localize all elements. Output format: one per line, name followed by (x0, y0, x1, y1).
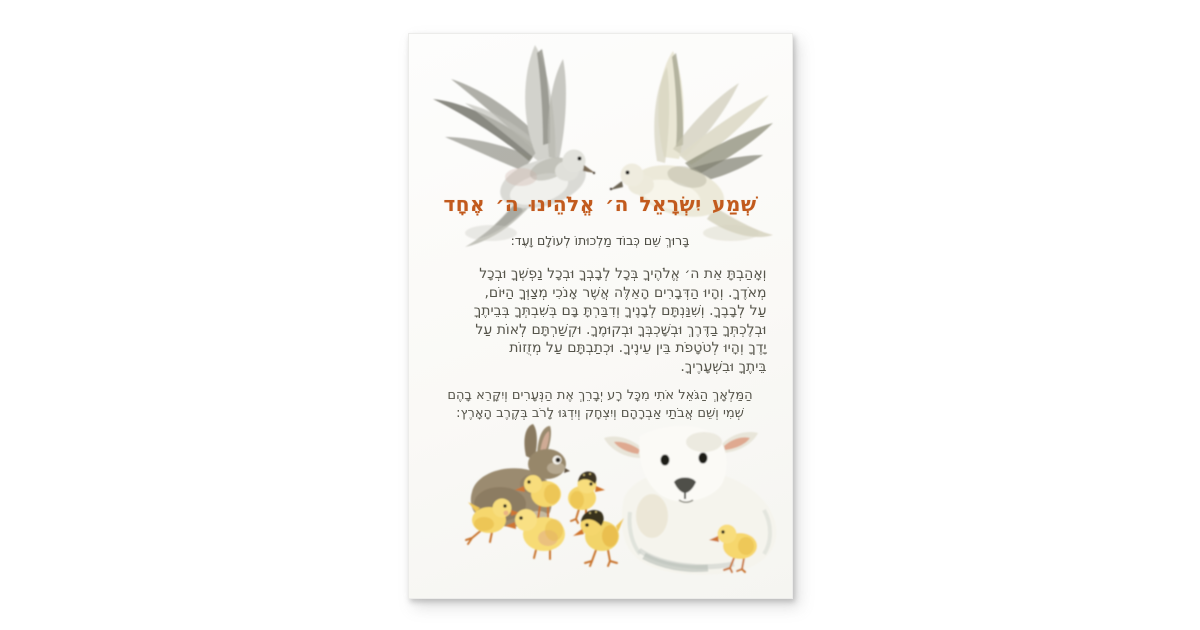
veahavta-line: בֵּיתֶךָ וּבִשְׁעָרֶיךָ. (680, 358, 767, 375)
doves-illustration (421, 37, 781, 257)
hamalach-blessing-paragraph (423, 387, 778, 423)
prayer-print-card (408, 33, 793, 599)
baruch-shem-line: בָּרוּךְ שֵׁם כְּבוֹד מַלְכוּתוֹ לְעוֹלָם וָעֶד: (510, 233, 690, 248)
veahavta-line: עַל לְבָבֶךָ. וְשִׁנַּנְתָּם לְבָנֶיךָ וְדִבַּרְתָּ בָּם בְּשִׁבְתְּךָ בְּבֵיתֶךָ (473, 303, 767, 319)
veahavta-paragraph (427, 265, 767, 376)
veahavta-line: וּבְלֶכְתְּךָ בַדֶּרֶךְ וּבְשָׁכְבְּךָ וּבְקוּמֶךָ. וּקְשַׁרְתָּם לְאוֹת עַל (475, 321, 767, 338)
veahavta-line: מְאֹדֶךָ. וְהָיוּ הַדְּבָרִים הָאֵלֶּה אֲשֶׁר אָנֹכִי מְצַוְּךָ הַיּוֹם, (484, 284, 767, 301)
veahavta-line: יָדֶךָ וְהָיוּ לְטֹטָפֹת בֵּין עֵינֶיךָ. וּכְתַבְתָּם עַל מְזֻזוֹת (509, 340, 767, 356)
hamalach-line: שְׁמִי וְשֵׁם אֲבֹתַי אַבְרָהָם וְיִצְחָק וְיִדְגּוּ לָרֹב בְּקֶרֶב הָאָרֶץ: (456, 406, 744, 421)
hamalach-line: הַמַּלְאָךְ הַגֹּאֵל אֹתִי מִכָּל רָע יְבָרֵךְ אֶת הַנְּעָרִים וְיִקָּרֵא בָהֶם (447, 388, 753, 403)
animals-illustration (434, 420, 779, 596)
shema-title: שְׁמַע יִשְׂרָאֵל ה׳ אֱלֹהֵינוּ ה׳ אֶחָד (443, 192, 757, 216)
veahavta-line: וְאָהַבְתָּ אֵת ה׳ אֱלֹהֶיךָ בְּכָל לְבָבְךָ וּבְכָל נַפְשְׁךָ וּבְכָל (479, 266, 767, 282)
chick-icon (573, 510, 624, 566)
